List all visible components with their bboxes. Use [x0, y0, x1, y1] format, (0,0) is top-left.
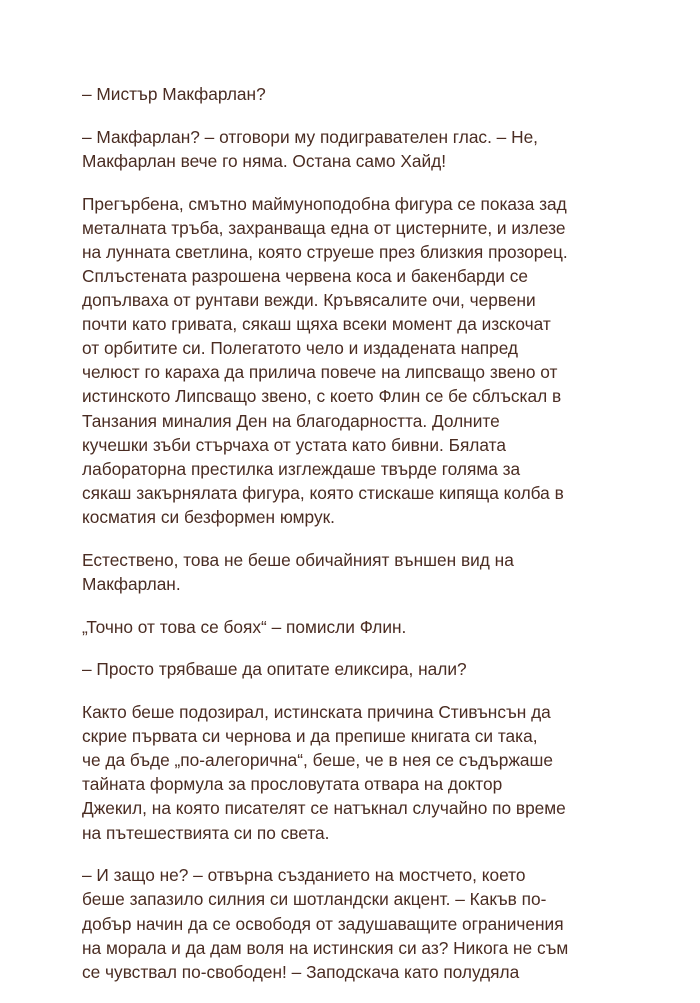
- paragraph: – Мистър Макфарлан?: [82, 84, 266, 104]
- paragraph: – Макфарлан? – отговори му подигравателен глас. – Не, Макфарлан вече го няма. Остана само Хайд!: [82, 126, 538, 171]
- paragraph: Както беше подозирал, истинската причина Стивънсън да скрие първата си чернова и да препише книгата си така, че да бъде „по-алегорична“, беше, че в нея се съдържаше тайната формула за прословутата отвара на доктор Джекил, на която писателят се натъкнал случайно по време на пътешествията си по света.: [82, 702, 566, 843]
- book-page: [82, 82, 638, 1003]
- paragraph: – Просто трябваше да опитате еликсира, нали?: [82, 659, 467, 680]
- paragraph: „Точно от това се боях“ – помисли Флин.: [82, 616, 407, 637]
- paragraph: – И защо не? – отвърна създанието на мостчето, което беше запазило силния си шотландски акцент. – Какъв по- добър начин да се освободя от задушаващите ограничения на морала и да дам воля на истинския си аз? Никога не съм се чувствал по-свободен! – Заподскача като полудяла: [82, 865, 569, 982]
- paragraph: Естествено, това не беше обичайният външен вид на Макфарлан.: [82, 549, 514, 594]
- paragraph: Прегърбена, смътно маймуноподобна фигура се показа зад металната тръба, захранваща една от цистерните, и излезе на лунната светлина, която струеше през близкия прозорец. Сплъстената разрошена червена коса и бакенбарди се допълваха от рунтави вежди. Кръвясалите очи, червени почти като гривата, сякаш щяха всеки момент да изскочат от орбитите си. Полегатото чело и издадената напред челюст го караха да прилича повече на липсващо звено от истинското Липсващо звено, с което Флин се бе сблъскал в Танзания миналия Ден на благодарността. Долните кучешки зъби стърчаха от устата като бивни. Бялата лабораторна престилка изглеждаше твърде голяма за сякаш закърнялата фигура, която стискаше кипяща колба в косматия си безформен юмрук.: [82, 193, 568, 527]
